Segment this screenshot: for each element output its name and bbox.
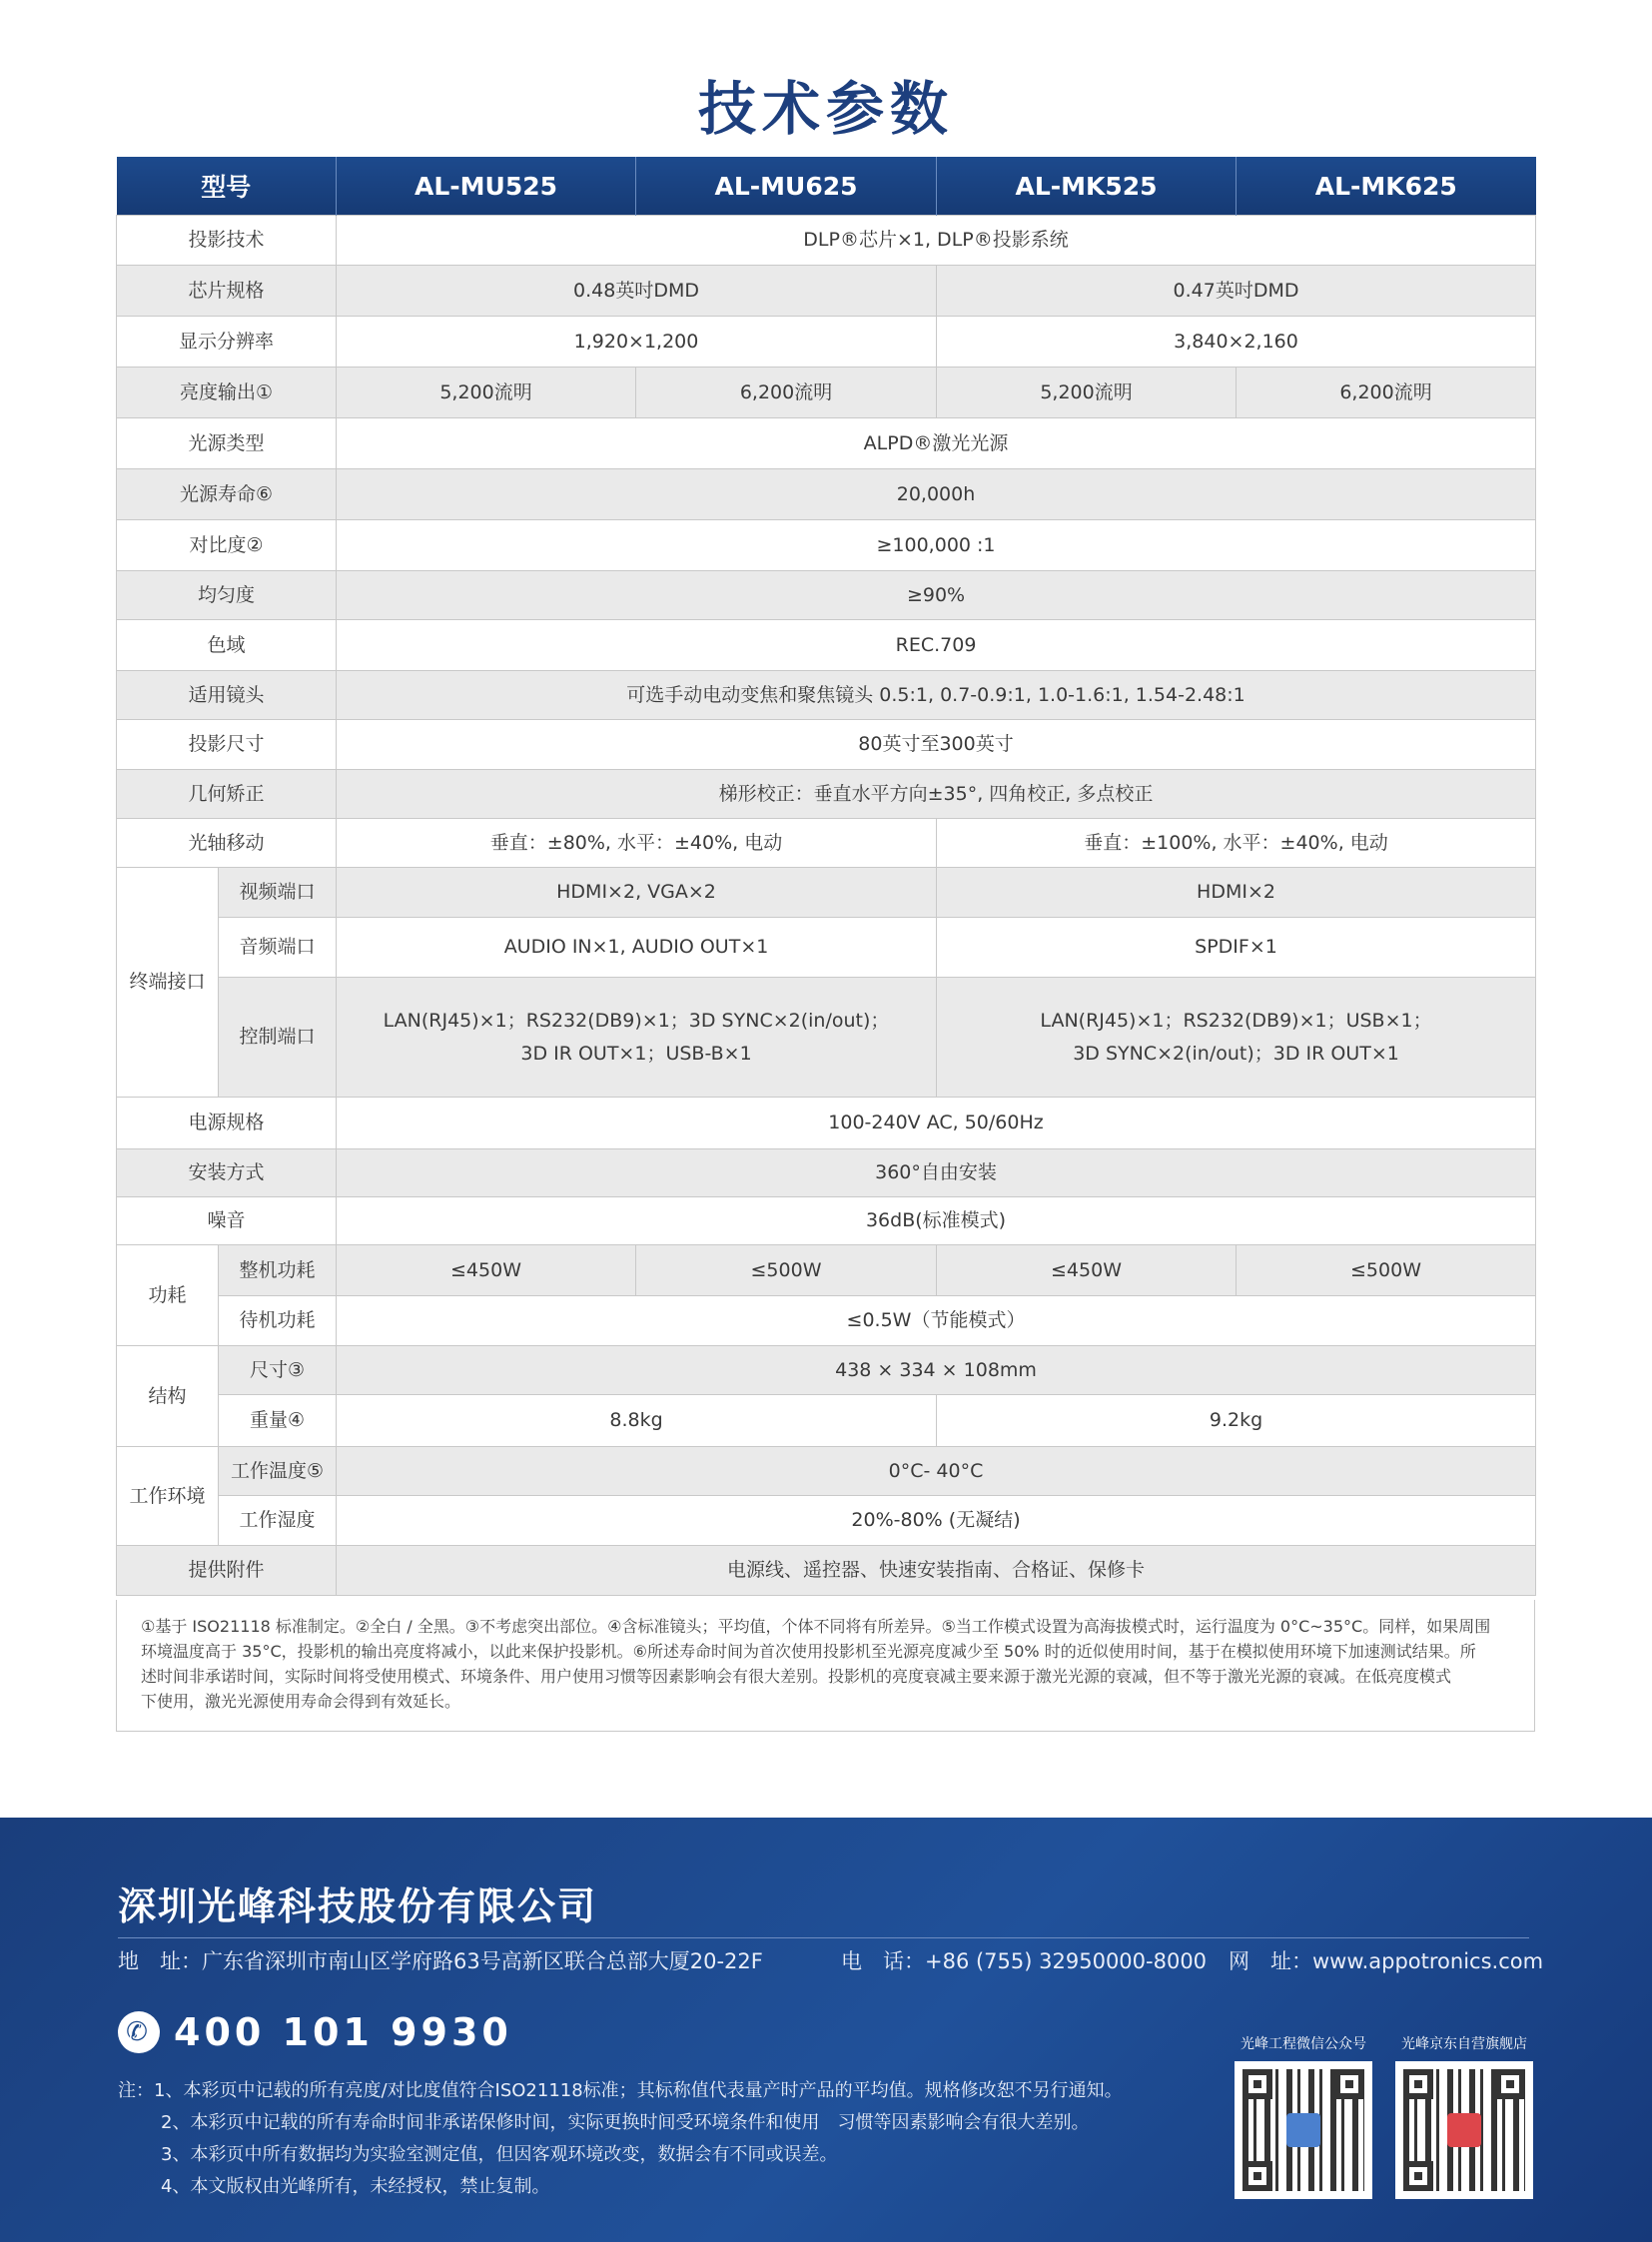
row-label: 适用镜头 — [117, 671, 337, 720]
row-label: 光轴移动 — [117, 819, 337, 868]
cell-value: 80英寸至300英寸 — [337, 720, 1536, 770]
row-label: 光源类型 — [117, 418, 337, 469]
cell-value: REC.709 — [337, 620, 1536, 671]
cell-value: 0.48英吋DMD — [337, 266, 937, 317]
cell-value: 360°自由安装 — [337, 1149, 1536, 1197]
row-label: 亮度输出① — [117, 368, 337, 418]
cell-value: SPDIF×1 — [937, 918, 1536, 978]
page-title: 技术参数 — [697, 75, 954, 143]
cell-value: ≤500W — [636, 1245, 937, 1296]
cell-value: 5,200流明 — [937, 368, 1237, 418]
footer-note: 3、本彩页中所有数据均为实验室测定值，但因客观环境改变，数据会有不同或误差。 — [161, 2144, 838, 2165]
cell-line: 3D IR OUT×1；USB-B×1 — [520, 1042, 752, 1065]
table-row — [117, 418, 1536, 469]
cell-value: 6,200流明 — [636, 368, 937, 418]
qr-finder — [1403, 2161, 1433, 2191]
row-label: 显示分辨率 — [117, 317, 337, 368]
col-header-mu625: AL-MU625 — [636, 157, 937, 216]
footer-divider — [118, 1937, 1529, 1938]
cell-line: 3D SYNC×2(in/out)；3D IR OUT×1 — [1073, 1042, 1399, 1065]
cell-value: 垂直：±100%, 水平：±40%, 电动 — [937, 819, 1536, 868]
qr-finder — [1242, 2161, 1272, 2191]
qr-finder — [1403, 2069, 1433, 2099]
table-row — [117, 620, 1536, 671]
row-label: 重量④ — [219, 1395, 337, 1447]
row-label: 整机功耗 — [219, 1245, 337, 1296]
cell-line: LAN(RJ45)×1；RS232(DB9)×1；USB×1； — [1040, 1009, 1432, 1032]
table-row — [117, 1496, 1536, 1546]
table-row — [117, 1149, 1536, 1197]
qr-pattern — [1242, 2069, 1364, 2191]
cell-value: 垂直：±80%, 水平：±40%, 电动 — [337, 819, 937, 868]
table-row — [117, 868, 1536, 918]
jd-store-qr-code[interactable] — [1395, 2061, 1533, 2199]
row-label: 工作湿度 — [219, 1496, 337, 1546]
cell-value: 20,000h — [337, 469, 1536, 520]
table-row — [117, 978, 1536, 1098]
cell-value: 9.2kg — [937, 1395, 1536, 1447]
row-label: 控制端口 — [219, 978, 337, 1098]
wechat-logo-icon — [1286, 2113, 1320, 2147]
table-row — [117, 1197, 1536, 1245]
qr-pattern — [1403, 2069, 1525, 2191]
footer-note: 2、本彩页中记载的所有寿命时间非承诺保修时间，实际更换时间受环境条件和使用 习惯等因素影响会有很大差别。 — [161, 2112, 1090, 2133]
cell-value: ALPD®激光光源 — [337, 418, 1536, 469]
row-label: 安装方式 — [117, 1149, 337, 1197]
table-row — [117, 317, 1536, 368]
row-label: 几何矫正 — [117, 770, 337, 819]
cell-value — [937, 978, 1536, 1098]
col-header-model: 型号 — [117, 157, 337, 216]
wechat-qr-code[interactable] — [1235, 2061, 1372, 2199]
group-label-ports: 终端接口 — [117, 868, 219, 1098]
group-label-env: 工作环境 — [117, 1447, 219, 1546]
row-label: 对比度② — [117, 520, 337, 571]
cell-line: LAN(RJ45)×1；RS232(DB9)×1；3D SYNC×2(in/out)； — [383, 1009, 890, 1032]
cell-value: 可选手动电动变焦和聚焦镜头 0.5:1, 0.7-0.9:1, 1.0-1.6:1, 1.54-2.48:1 — [337, 671, 1536, 720]
qr-label-wechat: 光峰工程微信公众号 — [1240, 2036, 1366, 2052]
row-label: 工作温度⑤ — [219, 1447, 337, 1496]
cell-value: 电源线、遥控器、快速安装指南、合格证、保修卡 — [337, 1546, 1536, 1596]
footer-banner — [0, 1818, 1652, 2242]
table-row — [117, 469, 1536, 520]
cell-value: 5,200流明 — [337, 368, 636, 418]
qr-finder — [1242, 2069, 1272, 2099]
cell-value: 0.47英吋DMD — [937, 266, 1536, 317]
row-label: 尺寸③ — [219, 1346, 337, 1395]
qr-label-jd: 光峰京东自营旗舰店 — [1401, 2036, 1527, 2052]
table-row — [117, 1447, 1536, 1496]
table-row — [117, 819, 1536, 868]
col-header-mk625: AL-MK625 — [1237, 157, 1536, 216]
company-name: 深圳光峰科技股份有限公司 — [118, 1884, 598, 1928]
table-row — [117, 1296, 1536, 1346]
qr-finder — [1495, 2069, 1525, 2099]
row-label: 待机功耗 — [219, 1296, 337, 1346]
table-row — [117, 720, 1536, 770]
table-row — [117, 368, 1536, 418]
cell-value: HDMI×2 — [937, 868, 1536, 918]
row-label: 光源寿命⑥ — [117, 469, 337, 520]
row-label: 电源规格 — [117, 1098, 337, 1149]
cell-value: 3,840×2,160 — [937, 317, 1536, 368]
cell-value: ≤0.5W（节能模式） — [337, 1296, 1536, 1346]
cell-value: 100-240V AC, 50/60Hz — [337, 1098, 1536, 1149]
footnote-line: ①基于 ISO21118 标准制定。②全白 / 全黑。③不考虑突出部位。④含标准镜头；平均值，个体不同将有所差异。⑤当工作模式设置为高海拔模式时，运行温度为 0°C~35°C。同样，如果周围 — [141, 1617, 1491, 1636]
col-header-mu525: AL-MU525 — [337, 157, 636, 216]
website-link[interactable]: 网 址：www.appotronics.com — [1229, 1949, 1544, 1973]
row-label: 视频端口 — [219, 868, 337, 918]
table-row — [117, 571, 1536, 620]
cell-value: ≥100,000 :1 — [337, 520, 1536, 571]
group-label-consumption: 功耗 — [117, 1245, 219, 1346]
table-header-row — [117, 157, 1536, 216]
table-row — [117, 1546, 1536, 1596]
row-label: 噪音 — [117, 1197, 337, 1245]
table-row — [117, 770, 1536, 819]
row-label: 投影技术 — [117, 216, 337, 266]
row-label: 芯片规格 — [117, 266, 337, 317]
row-label: 均匀度 — [117, 571, 337, 620]
table-row — [117, 266, 1536, 317]
cell-value: 梯形校正：垂直水平方向±35°, 四角校正, 多点校正 — [337, 770, 1536, 819]
tel-text: 电 话：+86 (755) 32950000-8000 — [841, 1949, 1208, 1973]
table-row — [117, 671, 1536, 720]
table-row — [117, 918, 1536, 978]
cell-value: 0°C- 40°C — [337, 1447, 1536, 1496]
table-row — [117, 520, 1536, 571]
cell-value: ≤450W — [337, 1245, 636, 1296]
hotline-number: 400 101 9930 — [174, 2010, 512, 2054]
cell-value: 1,920×1,200 — [337, 317, 937, 368]
table-row — [117, 216, 1536, 266]
cell-value: DLP®芯片×1, DLP®投影系统 — [337, 216, 1536, 266]
row-label: 投影尺寸 — [117, 720, 337, 770]
qr-finder — [1334, 2069, 1364, 2099]
row-label: 音频端口 — [219, 918, 337, 978]
phone-icon: ✆ — [118, 2011, 160, 2053]
col-header-mk525: AL-MK525 — [937, 157, 1237, 216]
cell-value: ≤450W — [937, 1245, 1237, 1296]
address-text: 地 址：广东省深圳市南山区学府路63号高新区联合总部大厦20-22F — [118, 1949, 763, 1973]
spec-table — [116, 157, 1536, 1596]
cell-value: ≤500W — [1237, 1245, 1536, 1296]
table-row — [117, 1346, 1536, 1395]
cell-value: 20%-80% (无凝结) — [337, 1496, 1536, 1546]
footnote-line: 环境温度高于 35°C，投影机的输出亮度将减小，以此来保护投影机。⑥所述寿命时间为首次使用投影机至光源亮度减少至 50% 时的近似使用时间，基于在模拟使用环境下加速测试结果。所 — [141, 1642, 1476, 1661]
jd-logo-icon — [1447, 2113, 1481, 2147]
row-label: 色域 — [117, 620, 337, 671]
row-label: 提供附件 — [117, 1546, 337, 1596]
cell-value: 8.8kg — [337, 1395, 937, 1447]
cell-value: AUDIO IN×1, AUDIO OUT×1 — [337, 918, 937, 978]
footnotes — [116, 1600, 1535, 1732]
table-row — [117, 1245, 1536, 1296]
footnote-line: 下使用，激光光源使用寿命会得到有效延长。 — [141, 1692, 461, 1711]
cell-value: HDMI×2, VGA×2 — [337, 868, 937, 918]
cell-value: 36dB(标准模式) — [337, 1197, 1536, 1245]
cell-value: 438 × 334 × 108mm — [337, 1346, 1536, 1395]
cell-value: ≥90% — [337, 571, 1536, 620]
table-row — [117, 1098, 1536, 1149]
table-row — [117, 1395, 1536, 1447]
cell-value — [337, 978, 937, 1098]
hotline — [118, 2010, 512, 2054]
footer-notes — [118, 2075, 1123, 2203]
footer-note: 4、本文版权由光峰所有，未经授权，禁止复制。 — [161, 2176, 550, 2197]
group-label-structure: 结构 — [117, 1346, 219, 1447]
cell-value: 6,200流明 — [1237, 368, 1536, 418]
footer-note: 注：1、本彩页中记载的所有亮度/对比度值符合ISO21118标准；其标称值代表量产时产品的平均值。规格修改恕不另行通知。 — [118, 2080, 1123, 2101]
footnote-line: 述时间非承诺时间，实际时间将受使用模式、环境条件、用户使用习惯等因素影响会有很大差别。投影机的亮度衰减主要来源于激光光源的衰减，但不等于激光光源的衰减。在低亮度模式 — [141, 1667, 1452, 1686]
